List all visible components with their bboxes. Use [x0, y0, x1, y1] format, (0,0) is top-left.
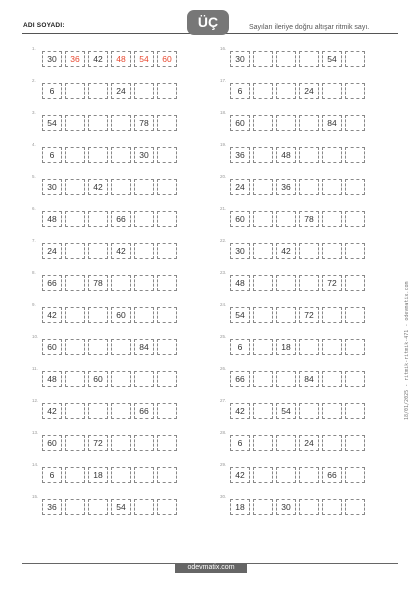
answer-box[interactable]	[345, 403, 365, 419]
given-number-box: 42	[276, 243, 296, 259]
exercise-number: 17.	[220, 78, 227, 83]
exercise-cells	[230, 51, 365, 67]
exercise-number: 20.	[220, 174, 227, 179]
answer-box[interactable]	[111, 467, 131, 483]
exercise-number: 5.	[32, 174, 36, 179]
given-number-box: 36	[230, 147, 250, 163]
answer-box[interactable]	[322, 211, 342, 227]
answer-box[interactable]	[65, 467, 85, 483]
exercise-cells	[42, 115, 177, 131]
answer-box[interactable]	[88, 147, 108, 163]
exercise-cells	[230, 115, 365, 131]
exercise-number: 13.	[32, 430, 39, 435]
footer-site-label: odevmatix.com	[175, 563, 247, 573]
given-number-box: 42	[42, 403, 62, 419]
exercise-row	[22, 302, 207, 334]
answer-box[interactable]	[299, 339, 319, 355]
worksheet-header	[0, 0, 420, 40]
exercise-number: 1.	[32, 46, 36, 51]
exercise-cells	[42, 467, 177, 483]
answer-box[interactable]	[345, 147, 365, 163]
answer-box[interactable]	[345, 275, 365, 291]
exercise-number: 6.	[32, 206, 36, 211]
given-number-box: 60	[157, 51, 177, 67]
exercise-number: 15.	[32, 494, 39, 499]
exercise-cells	[230, 179, 365, 195]
exercise-row	[22, 46, 207, 78]
answer-box[interactable]	[111, 403, 131, 419]
left-exercise-column	[22, 46, 207, 526]
given-number-box: 6	[230, 435, 250, 451]
answer-box[interactable]	[88, 243, 108, 259]
answer-box[interactable]	[322, 147, 342, 163]
exercise-row	[22, 270, 207, 302]
answer-box[interactable]	[157, 339, 177, 355]
exercise-cells	[230, 467, 365, 483]
given-number-box: 24	[299, 83, 319, 99]
exercise-row	[22, 398, 207, 430]
exercise-cells	[42, 307, 177, 323]
answer-box[interactable]	[111, 147, 131, 163]
answer-box[interactable]	[322, 179, 342, 195]
answer-box[interactable]	[134, 243, 154, 259]
exercise-number: 2.	[32, 78, 36, 83]
answer-box[interactable]	[345, 51, 365, 67]
exercise-number: 27.	[220, 398, 227, 403]
answer-box[interactable]	[111, 371, 131, 387]
answer-box[interactable]	[134, 83, 154, 99]
exercise-cells	[230, 339, 365, 355]
given-number-box: 54	[42, 115, 62, 131]
given-number-box: 54	[276, 403, 296, 419]
answer-box[interactable]	[157, 403, 177, 419]
exercise-number: 3.	[32, 110, 36, 115]
instruction-text: Sayıları ileriye doğru altışar ritmik sayı.	[249, 24, 370, 31]
answer-box[interactable]	[322, 243, 342, 259]
exercise-cells	[42, 499, 177, 515]
answer-box[interactable]	[276, 307, 296, 323]
exercise-number: 25.	[220, 334, 227, 339]
given-number-box: 36	[42, 499, 62, 515]
given-number-box: 18	[88, 467, 108, 483]
answer-box[interactable]	[276, 211, 296, 227]
answer-box[interactable]	[345, 115, 365, 131]
answer-box[interactable]	[157, 211, 177, 227]
answer-box[interactable]	[299, 51, 319, 67]
given-number-box: 60	[88, 371, 108, 387]
exercise-row	[210, 206, 395, 238]
answer-box[interactable]	[134, 179, 154, 195]
given-number-box: 30	[230, 51, 250, 67]
answer-box[interactable]	[253, 499, 273, 515]
answer-box[interactable]	[134, 275, 154, 291]
exercise-row	[210, 78, 395, 110]
exercise-row	[210, 270, 395, 302]
given-number-box: 72	[322, 275, 342, 291]
answer-box[interactable]	[345, 499, 365, 515]
given-number-box: 6	[42, 467, 62, 483]
exercise-number: 26.	[220, 366, 227, 371]
exercise-row	[22, 110, 207, 142]
answer-box[interactable]	[299, 147, 319, 163]
exercise-number: 4.	[32, 142, 36, 147]
given-number-box: 36	[65, 51, 85, 67]
exercise-row	[22, 494, 207, 526]
answer-box[interactable]	[345, 435, 365, 451]
given-number-box: 24	[230, 179, 250, 195]
given-number-box: 6	[230, 83, 250, 99]
given-number-box: 48	[42, 371, 62, 387]
answer-box[interactable]	[157, 467, 177, 483]
answer-box[interactable]	[253, 435, 273, 451]
exercise-cells	[230, 371, 365, 387]
exercise-number: 7.	[32, 238, 36, 243]
answer-box[interactable]	[345, 307, 365, 323]
given-number-box: 30	[134, 147, 154, 163]
exercise-row	[210, 238, 395, 270]
answer-box[interactable]	[345, 179, 365, 195]
given-number-box: 60	[230, 211, 250, 227]
given-number-box: 36	[276, 179, 296, 195]
exercise-cells	[230, 275, 365, 291]
answer-box[interactable]	[65, 179, 85, 195]
given-number-box: 42	[230, 403, 250, 419]
exercise-number: 30.	[220, 494, 227, 499]
answer-box[interactable]	[134, 307, 154, 323]
exercise-number: 10.	[32, 334, 39, 339]
answer-box[interactable]	[88, 499, 108, 515]
exercise-row	[22, 78, 207, 110]
exercise-row	[210, 142, 395, 174]
exercise-cells	[42, 83, 177, 99]
answer-box[interactable]	[157, 115, 177, 131]
answer-box[interactable]	[134, 211, 154, 227]
answer-box[interactable]	[134, 467, 154, 483]
given-number-box: 24	[299, 435, 319, 451]
given-number-box: 30	[230, 243, 250, 259]
given-number-box: 30	[276, 499, 296, 515]
given-number-box: 6	[42, 147, 62, 163]
answer-box[interactable]	[253, 307, 273, 323]
exercise-cells	[42, 371, 177, 387]
answer-box[interactable]	[157, 307, 177, 323]
given-number-box: 48	[111, 51, 131, 67]
answer-box[interactable]	[65, 83, 85, 99]
answer-box[interactable]	[253, 467, 273, 483]
answer-box[interactable]	[345, 467, 365, 483]
given-number-box: 24	[42, 243, 62, 259]
answer-box[interactable]	[276, 51, 296, 67]
exercise-number: 28.	[220, 430, 227, 435]
given-number-box: 60	[230, 115, 250, 131]
given-number-box: 54	[230, 307, 250, 323]
answer-box[interactable]	[322, 339, 342, 355]
answer-box[interactable]	[345, 339, 365, 355]
exercise-number: 29.	[220, 462, 227, 467]
answer-box[interactable]	[157, 147, 177, 163]
exercise-cells	[42, 51, 177, 67]
answer-box[interactable]	[134, 435, 154, 451]
exercise-number: 11.	[32, 366, 38, 371]
exercise-cells	[230, 307, 365, 323]
given-number-box: 48	[230, 275, 250, 291]
exercise-row	[22, 142, 207, 174]
answer-box[interactable]	[299, 179, 319, 195]
answer-box[interactable]	[88, 115, 108, 131]
answer-box[interactable]	[253, 403, 273, 419]
given-number-box: 54	[111, 499, 131, 515]
exercise-cells	[230, 403, 365, 419]
answer-box[interactable]	[157, 275, 177, 291]
answer-box[interactable]	[253, 51, 273, 67]
given-number-box: 30	[42, 179, 62, 195]
answer-box[interactable]	[345, 211, 365, 227]
exercise-cells	[230, 83, 365, 99]
answer-box[interactable]	[322, 499, 342, 515]
answer-box[interactable]	[157, 243, 177, 259]
answer-box[interactable]	[253, 339, 273, 355]
answer-box[interactable]	[88, 307, 108, 323]
answer-box[interactable]	[65, 371, 85, 387]
exercise-cells	[42, 275, 177, 291]
answer-box[interactable]	[253, 115, 273, 131]
exercise-cells	[42, 211, 177, 227]
answer-box[interactable]	[299, 499, 319, 515]
answer-box[interactable]	[111, 435, 131, 451]
exercise-number: 24.	[220, 302, 227, 307]
given-number-box: 60	[42, 339, 62, 355]
exercise-cells	[42, 243, 177, 259]
given-number-box: 42	[42, 307, 62, 323]
answer-box[interactable]	[65, 115, 85, 131]
answer-box[interactable]	[65, 339, 85, 355]
exercise-row	[210, 366, 395, 398]
answer-box[interactable]	[322, 403, 342, 419]
given-number-box: 84	[299, 371, 319, 387]
given-number-box: 60	[42, 435, 62, 451]
given-number-box: 78	[134, 115, 154, 131]
answer-box[interactable]	[276, 467, 296, 483]
answer-box[interactable]	[88, 339, 108, 355]
exercise-number: 22.	[220, 238, 227, 243]
answer-box[interactable]	[322, 435, 342, 451]
exercise-number: 23.	[220, 270, 227, 275]
answer-box[interactable]	[276, 115, 296, 131]
given-number-box: 30	[42, 51, 62, 67]
given-number-box: 66	[134, 403, 154, 419]
exercise-row	[210, 174, 395, 206]
exercise-cells	[42, 435, 177, 451]
exercise-cells	[230, 211, 365, 227]
answer-box[interactable]	[345, 243, 365, 259]
given-number-box: 66	[322, 467, 342, 483]
exercise-row	[210, 430, 395, 462]
exercise-row	[22, 334, 207, 366]
given-number-box: 78	[299, 211, 319, 227]
answer-box[interactable]	[157, 83, 177, 99]
answer-box[interactable]	[88, 403, 108, 419]
answer-box[interactable]	[65, 307, 85, 323]
side-watermark-text: 18/01/2025 - ritmik-ritmik-471 - odevmatix.com	[404, 281, 410, 420]
answer-box[interactable]	[253, 371, 273, 387]
given-number-box: 54	[322, 51, 342, 67]
answer-box[interactable]	[299, 403, 319, 419]
answer-box[interactable]	[65, 243, 85, 259]
given-number-box: 66	[230, 371, 250, 387]
exercise-cells	[230, 435, 365, 451]
given-number-box: 66	[111, 211, 131, 227]
answer-box[interactable]	[134, 371, 154, 387]
given-number-box: 54	[134, 51, 154, 67]
given-number-box: 6	[230, 339, 250, 355]
answer-box[interactable]	[299, 243, 319, 259]
answer-box[interactable]	[299, 115, 319, 131]
exercise-cells	[42, 339, 177, 355]
answer-box[interactable]	[276, 275, 296, 291]
answer-box[interactable]	[299, 467, 319, 483]
exercise-cells	[230, 243, 365, 259]
given-number-box: 84	[134, 339, 154, 355]
exercise-row	[22, 206, 207, 238]
answer-box[interactable]	[157, 435, 177, 451]
name-label: ADI SOYADI:	[23, 22, 65, 29]
answer-box[interactable]	[253, 83, 273, 99]
given-number-box: 66	[42, 275, 62, 291]
given-number-box: 42	[111, 243, 131, 259]
answer-box[interactable]	[111, 179, 131, 195]
answer-box[interactable]	[88, 83, 108, 99]
answer-box[interactable]	[253, 243, 273, 259]
exercise-number: 16.	[220, 46, 227, 51]
answer-box[interactable]	[157, 371, 177, 387]
answer-box[interactable]	[276, 83, 296, 99]
answer-box[interactable]	[253, 147, 273, 163]
exercise-cells	[230, 499, 365, 515]
exercise-row	[210, 494, 395, 526]
given-number-box: 6	[42, 83, 62, 99]
answer-box[interactable]	[65, 499, 85, 515]
answer-box[interactable]	[299, 275, 319, 291]
answer-box[interactable]	[276, 371, 296, 387]
exercise-row	[22, 174, 207, 206]
answer-box[interactable]	[253, 275, 273, 291]
exercise-row	[22, 462, 207, 494]
answer-box[interactable]	[322, 307, 342, 323]
exercise-row	[22, 366, 207, 398]
answer-box[interactable]	[322, 371, 342, 387]
answer-box[interactable]	[65, 275, 85, 291]
given-number-box: 48	[276, 147, 296, 163]
answer-box[interactable]	[157, 499, 177, 515]
given-number-box: 72	[299, 307, 319, 323]
exercise-number: 9.	[32, 302, 36, 307]
given-number-box: 84	[322, 115, 342, 131]
given-number-box: 24	[111, 83, 131, 99]
answer-box[interactable]	[253, 211, 273, 227]
exercise-row	[210, 462, 395, 494]
answer-box[interactable]	[111, 339, 131, 355]
exercise-row	[210, 398, 395, 430]
answer-box[interactable]	[65, 403, 85, 419]
exercise-row	[22, 238, 207, 270]
exercise-number: 18.	[220, 110, 227, 115]
answer-box[interactable]	[345, 83, 365, 99]
answer-box[interactable]	[134, 499, 154, 515]
exercise-number: 8.	[32, 270, 36, 275]
exercise-cells	[42, 403, 177, 419]
exercise-cells	[42, 179, 177, 195]
given-number-box: 42	[88, 179, 108, 195]
exercise-row	[22, 430, 207, 462]
exercise-row	[210, 334, 395, 366]
given-number-box: 42	[88, 51, 108, 67]
exercise-row	[210, 302, 395, 334]
exercise-row	[210, 110, 395, 142]
exercise-number: 21.	[220, 206, 227, 211]
exercise-cells	[230, 147, 365, 163]
exercise-number: 12.	[32, 398, 39, 403]
answer-box[interactable]	[157, 179, 177, 195]
answer-box[interactable]	[65, 147, 85, 163]
answer-box[interactable]	[111, 275, 131, 291]
exercise-cells	[42, 147, 177, 163]
given-number-box: 60	[111, 307, 131, 323]
answer-box[interactable]	[88, 211, 108, 227]
given-number-box: 18	[230, 499, 250, 515]
exercise-number: 19.	[220, 142, 227, 147]
exercise-number: 14.	[32, 462, 39, 467]
answer-box[interactable]	[253, 179, 273, 195]
given-number-box: 78	[88, 275, 108, 291]
answer-box[interactable]	[65, 211, 85, 227]
given-number-box: 42	[230, 467, 250, 483]
answer-box[interactable]	[111, 115, 131, 131]
right-exercise-column	[210, 46, 395, 526]
level-badge: ÜÇ	[187, 10, 229, 35]
given-number-box: 48	[42, 211, 62, 227]
exercise-row	[210, 46, 395, 78]
answer-box[interactable]	[322, 83, 342, 99]
answer-box[interactable]	[65, 435, 85, 451]
answer-box[interactable]	[345, 371, 365, 387]
given-number-box: 72	[88, 435, 108, 451]
answer-box[interactable]	[276, 435, 296, 451]
given-number-box: 18	[276, 339, 296, 355]
